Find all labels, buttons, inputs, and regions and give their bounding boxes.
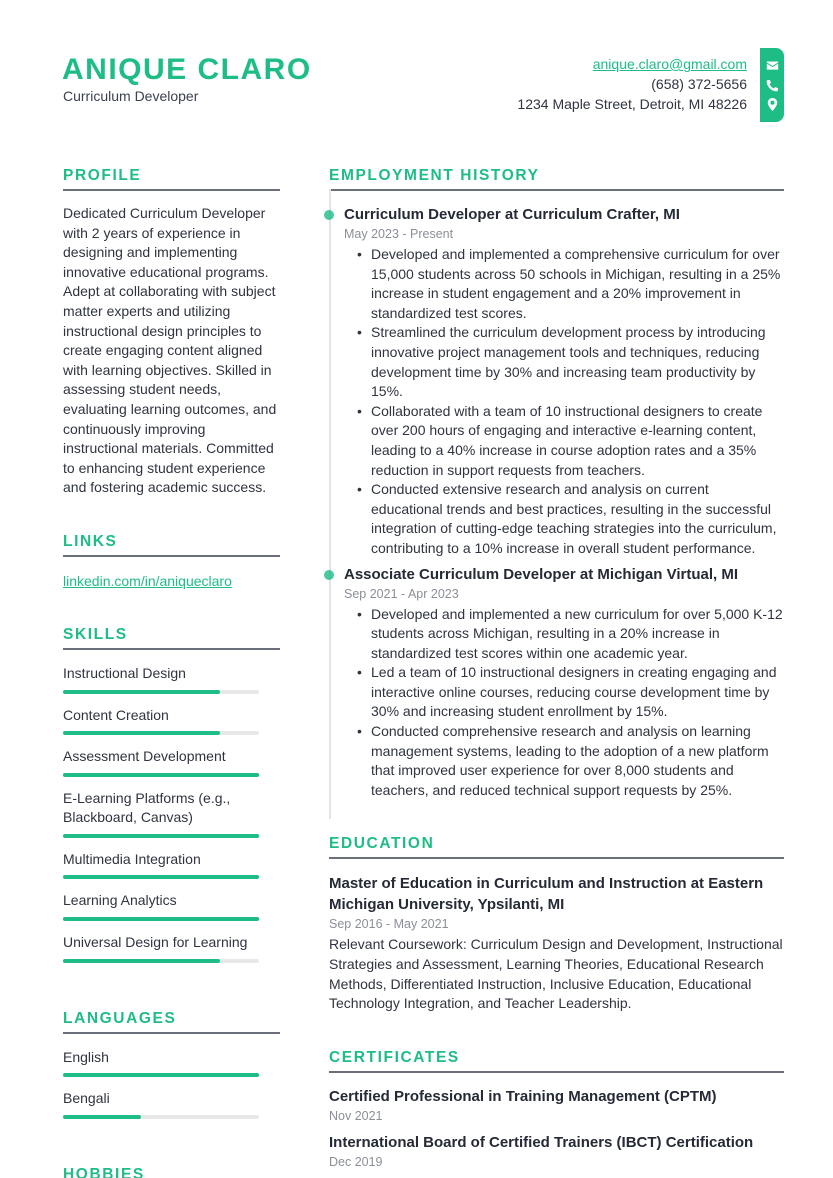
phone-icon: [766, 79, 779, 92]
certificate-title: International Board of Certified Trainers (IBCT) Certification: [329, 1133, 754, 1151]
job-title: Curriculum Developer at Curriculum Crafter, MI: [344, 206, 680, 223]
language-item: [63, 1048, 280, 1078]
skill-bar-fill: [63, 773, 259, 777]
candidate-name: ANIQUE CLARO: [62, 53, 312, 86]
contact-block: [517, 54, 747, 114]
contact-icon-bar: [760, 48, 784, 122]
education-title: Master of Education in Curriculum and Instruction at Eastern Michigan University, Ypsilanti, MI: [329, 875, 764, 914]
certificate-date: Nov 2021: [329, 1108, 383, 1123]
left-column: [63, 166, 280, 1178]
skills-section: [63, 625, 280, 963]
address-text: 1234 Maple Street, Detroit, MI 48226: [517, 96, 747, 112]
job-bullet: • Developed and implemented a new curriculum for over 5,000 K-12 students across Michigan, resulting in a 20% increase in standardized test scores within one academic year.: [371, 605, 784, 664]
section-title-education: EDUCATION: [329, 834, 784, 859]
right-column: [329, 166, 784, 1178]
skill-bar-fill: [63, 875, 259, 879]
certificate-item: [329, 1087, 784, 1125]
language-label: English: [63, 1048, 109, 1065]
skill-bar: [63, 773, 259, 777]
language-bar: [63, 1115, 259, 1119]
skill-bar: [63, 875, 259, 879]
job-entry: [344, 565, 784, 801]
candidate-role: Curriculum Developer: [63, 88, 199, 104]
language-bar-fill: [63, 1115, 141, 1119]
skill-label: Multimedia Integration: [63, 850, 201, 867]
skill-bar-fill: [63, 917, 259, 921]
job-bullet: • Conducted extensive research and analysis on current educational trends and best practices, resulting in the successful integration of cutting-edge teaching strategies into the curriculum, contributing to a 10% increase in overall student performance.: [371, 480, 784, 558]
job-bullets: [344, 605, 784, 801]
section-title-employment: EMPLOYMENT HISTORY: [329, 166, 784, 191]
job-date: Sep 2021 - Apr 2023: [344, 586, 459, 601]
skill-item: [63, 747, 280, 777]
skill-bar: [63, 690, 259, 694]
timeline-dot-icon: [324, 210, 334, 220]
skill-label: Learning Analytics: [63, 892, 177, 909]
skill-bar: [63, 917, 259, 921]
job-bullet: • Collaborated with a team of 10 instructional designers to create over 200 hours of engaging and interactive e-learning content, leading to a 40% increase in course adoption rates and a 35% reduction in support requests from teachers.: [371, 402, 784, 480]
skill-bar: [63, 959, 259, 963]
job-bullet: • Conducted comprehensive research and analysis on learning management systems, leading to the adoption of a new platform that improved user experience for over 8,000 students and teachers, and reduced technical support requests by 25%.: [371, 722, 784, 800]
location-pin-icon: [766, 98, 779, 111]
certificate-item: [329, 1133, 784, 1171]
skill-label: Assessment Development: [63, 748, 226, 765]
profile-text: Dedicated Curriculum Developer with 2 years of experience in designing and implementing innovative educational programs. Adept at collaborating with subject matter experts and utilizing instructional design principles to create engaging content aligned with learning objectives. Skilled in assessing student needs, evaluating learning outcomes, and continuously improving instructional materials. Committed to enhancing student experience and fostering academic success.: [63, 205, 277, 496]
hobbies-section: [63, 1165, 280, 1178]
section-title-languages: LANGUAGES: [63, 1009, 280, 1034]
job-bullet: • Streamlined the curriculum development process by introducing innovative project management tools and techniques, reducing development time by 30% and increasing team productivity by 15%.: [371, 323, 784, 401]
skill-label: Instructional Design: [63, 664, 186, 681]
employment-timeline: [329, 205, 784, 800]
skill-bar: [63, 731, 259, 735]
certificates-section: [329, 1048, 784, 1171]
section-title-links: LINKS: [63, 532, 280, 557]
skill-bar-fill: [63, 731, 220, 735]
skill-bar: [63, 834, 259, 838]
linkedin-link[interactable]: linkedin.com/in/aniqueclaro: [63, 572, 232, 589]
skill-item: [63, 850, 280, 880]
job-bullet: • Developed and implemented a comprehensive curriculum for over 15,000 students across 50 schools in Michigan, resulting in a 25% increase in student engagement and a 20% improvement in standardized test scores.: [371, 245, 784, 323]
certificate-date: Dec 2019: [329, 1154, 383, 1169]
phone-text: (658) 372-5656: [651, 76, 747, 92]
education-date: Sep 2016 - May 2021: [329, 917, 449, 932]
skill-label: E-Learning Platforms (e.g., Blackboard, Canvas): [63, 789, 231, 826]
language-item: [63, 1089, 280, 1119]
skill-label: Universal Design for Learning: [63, 934, 248, 951]
skill-item: [63, 664, 280, 694]
skill-item: [63, 706, 280, 736]
skill-bar-fill: [63, 834, 259, 838]
timeline-dot-icon: [324, 570, 334, 580]
job-bullet: • Led a team of 10 instructional designers in creating engaging and interactive online courses, reducing course development time by 30% and increasing student enrollment by 15%.: [371, 663, 784, 722]
skill-item: [63, 933, 280, 963]
envelope-icon: [766, 59, 779, 72]
certificate-title: Certified Professional in Training Management (CPTM): [329, 1087, 717, 1105]
section-title-skills: SKILLS: [63, 625, 280, 650]
timeline-line: [329, 189, 331, 819]
skill-label: Content Creation: [63, 706, 169, 723]
language-bar-fill: [63, 1073, 259, 1077]
skill-item: [63, 891, 280, 921]
section-title-certificates: CERTIFICATES: [329, 1048, 784, 1073]
email-link[interactable]: anique.claro@gmail.com: [592, 56, 747, 72]
employment-section: [329, 166, 784, 800]
job-date: May 2023 - Present: [344, 227, 454, 241]
skill-bar-fill: [63, 959, 220, 963]
job-bullets: [344, 245, 784, 559]
skill-item: [63, 789, 280, 838]
languages-section: [63, 1009, 280, 1119]
language-bar: [63, 1073, 259, 1077]
job-entry: [344, 205, 784, 559]
education-description: Relevant Coursework: Curriculum Design and Development, Instructional Strategies and Assessment, Learning Theories, Educational Research Methods, Differentiated Instruction, Inclusive Education, Educational Technology Integration, and Teacher Leadership.: [329, 936, 783, 1012]
education-section: [329, 834, 784, 1013]
skill-bar-fill: [63, 690, 220, 694]
section-title-profile: PROFILE: [63, 166, 280, 191]
links-section: [63, 532, 280, 591]
section-title-hobbies: HOBBIES: [63, 1165, 280, 1178]
job-title: Associate Curriculum Developer at Michigan Virtual, MI: [344, 565, 738, 583]
profile-section: [63, 166, 280, 498]
language-label: Bengali: [63, 1090, 110, 1107]
